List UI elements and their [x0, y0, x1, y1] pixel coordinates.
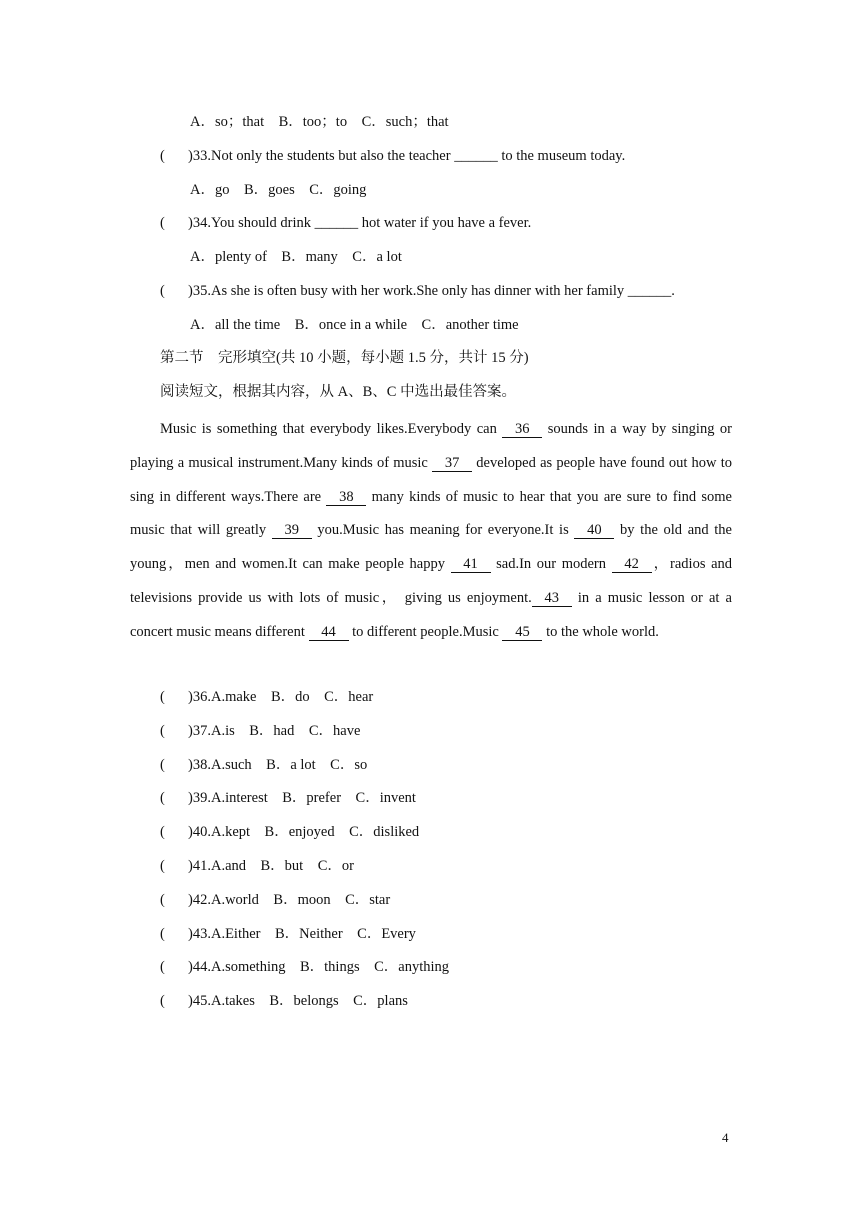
question-number: 39: [192, 790, 208, 807]
question-options: A.takes B．belongs C．plans: [210, 993, 408, 1010]
answer-paren: (: [160, 215, 165, 231]
passage-text: you.Music has meaning for everyone.It is: [311, 522, 575, 539]
question-number: 41: [192, 858, 208, 874]
cloze-passage: [130, 413, 732, 650]
passage-text: ，radios and televisions provide us with lots of music， giving us enjoyment.: [130, 556, 733, 606]
q32-options: A．so；that B．too；to C．such；that: [190, 114, 449, 130]
cloze-question-45: ( )45.A.takes B．belongs C．plans: [160, 993, 408, 1010]
cloze-question-37: ( )37.A.is B．had C．have: [160, 722, 361, 739]
question-number: 44: [192, 959, 208, 976]
question-options: A.make B．do C．hear: [210, 689, 374, 705]
q33-stem: ( )33.Not only the students but also the teacher ______ to the museum today.: [160, 148, 626, 164]
question-options: A.something B．things C．anything: [210, 959, 450, 976]
question-number: 40: [192, 824, 208, 841]
cloze-question-39: ( )39.A.interest B．prefer C．invent: [160, 790, 416, 807]
passage-text: by the old and the young，men and women.It can make people happy: [130, 522, 732, 573]
question-options: A.interest B．prefer C．invent: [210, 790, 416, 807]
cloze-blank-39: 39: [272, 523, 312, 539]
passage-text: to different people.Music: [348, 623, 503, 640]
passage-text: Music is something that everybody likes.Everybody can: [160, 421, 503, 437]
question-options: A.such B．a lot C．so: [210, 756, 368, 773]
passage-text: many kinds of music to hear that you are sure to find some music that will greatly: [130, 488, 732, 539]
answer-paren: (: [160, 891, 165, 908]
q34-options: A．plenty of B．many C．a lot: [190, 249, 402, 265]
passage-text: in a music lesson or at a concert music means different: [130, 589, 732, 640]
answer-paren: (: [160, 925, 165, 942]
question-options: A.and B．but C．or: [210, 858, 354, 874]
passage-text: developed as people have found out how to sing in different ways.There are: [130, 454, 733, 505]
passage-text: sounds in a way by singing or playing a musical instrument.Many kinds of music: [130, 421, 732, 471]
cloze-question-36: ( )36.A.make B．do C．hear: [160, 689, 374, 705]
cloze-blank-38: 38: [326, 490, 366, 506]
q35-options: A．all the time B．once in a while C．another time: [190, 317, 519, 333]
question-options: A.kept B．enjoyed C．disliked: [210, 824, 420, 841]
cloze-blank-40: 40: [574, 523, 614, 539]
passage-text: to the whole world.: [542, 623, 659, 640]
cloze-question-38: ( )38.A.such B．a lot C．so: [160, 756, 368, 773]
page-number: 4: [722, 1130, 729, 1145]
q33-options: A．go B．goes C．going: [190, 182, 367, 198]
question-options: A.Either B．Neither C．Every: [210, 925, 416, 942]
answer-paren: (: [160, 824, 165, 841]
cloze-blank-37: 37: [432, 456, 472, 472]
q35-stem: ( )35.As she is often busy with her work.She only has dinner with her family ______.: [160, 283, 675, 299]
question-number: 42: [192, 891, 208, 908]
cloze-blank-44: 44: [309, 625, 349, 641]
section-title: 第二节 完形填空(共 10 小题，每小题 1.5 分，共计 15 分): [160, 350, 529, 366]
question-number: 37: [192, 722, 208, 739]
cloze-blank-41: 41: [451, 557, 491, 573]
answer-paren: (: [160, 959, 165, 976]
answer-paren: (: [160, 993, 165, 1010]
cloze-blank-43: 43: [532, 591, 572, 607]
question-number: 45: [192, 993, 208, 1010]
question-options: A.is B．had C．have: [210, 722, 361, 739]
answer-paren: (: [160, 148, 165, 164]
question-number: 38: [192, 756, 208, 773]
cloze-question-43: ( )43.A.Either B．Neither C．Every: [160, 925, 416, 942]
cloze-question-42: ( )42.A.world B．moon C．star: [160, 891, 391, 908]
cloze-question-44: ( )44.A.something B．things C．anything: [160, 959, 450, 976]
answer-paren: (: [160, 283, 165, 299]
section-instruction: 阅读短文，根据其内容，从 A、B、C 中选出最佳答案。: [160, 384, 517, 400]
q34-stem: ( )34.You should drink ______ hot water if you have a fever.: [160, 215, 532, 231]
answer-paren: (: [160, 790, 165, 807]
answer-paren: (: [160, 689, 165, 705]
answer-paren: (: [160, 722, 165, 739]
cloze-question-41: ( )41.A.and B．but C．or: [160, 858, 354, 874]
cloze-blank-45: 45: [502, 625, 542, 641]
passage-text: sad.In our modern: [490, 556, 612, 573]
question-number: 36: [192, 689, 208, 705]
question-number: 43: [192, 925, 208, 942]
cloze-blank-42: 42: [612, 557, 652, 573]
answer-paren: (: [160, 858, 165, 874]
question-options: A.world B．moon C．star: [210, 891, 391, 908]
cloze-blank-36: 36: [502, 422, 542, 438]
cloze-question-40: ( )40.A.kept B．enjoyed C．disliked: [160, 824, 420, 841]
answer-paren: (: [160, 756, 165, 773]
